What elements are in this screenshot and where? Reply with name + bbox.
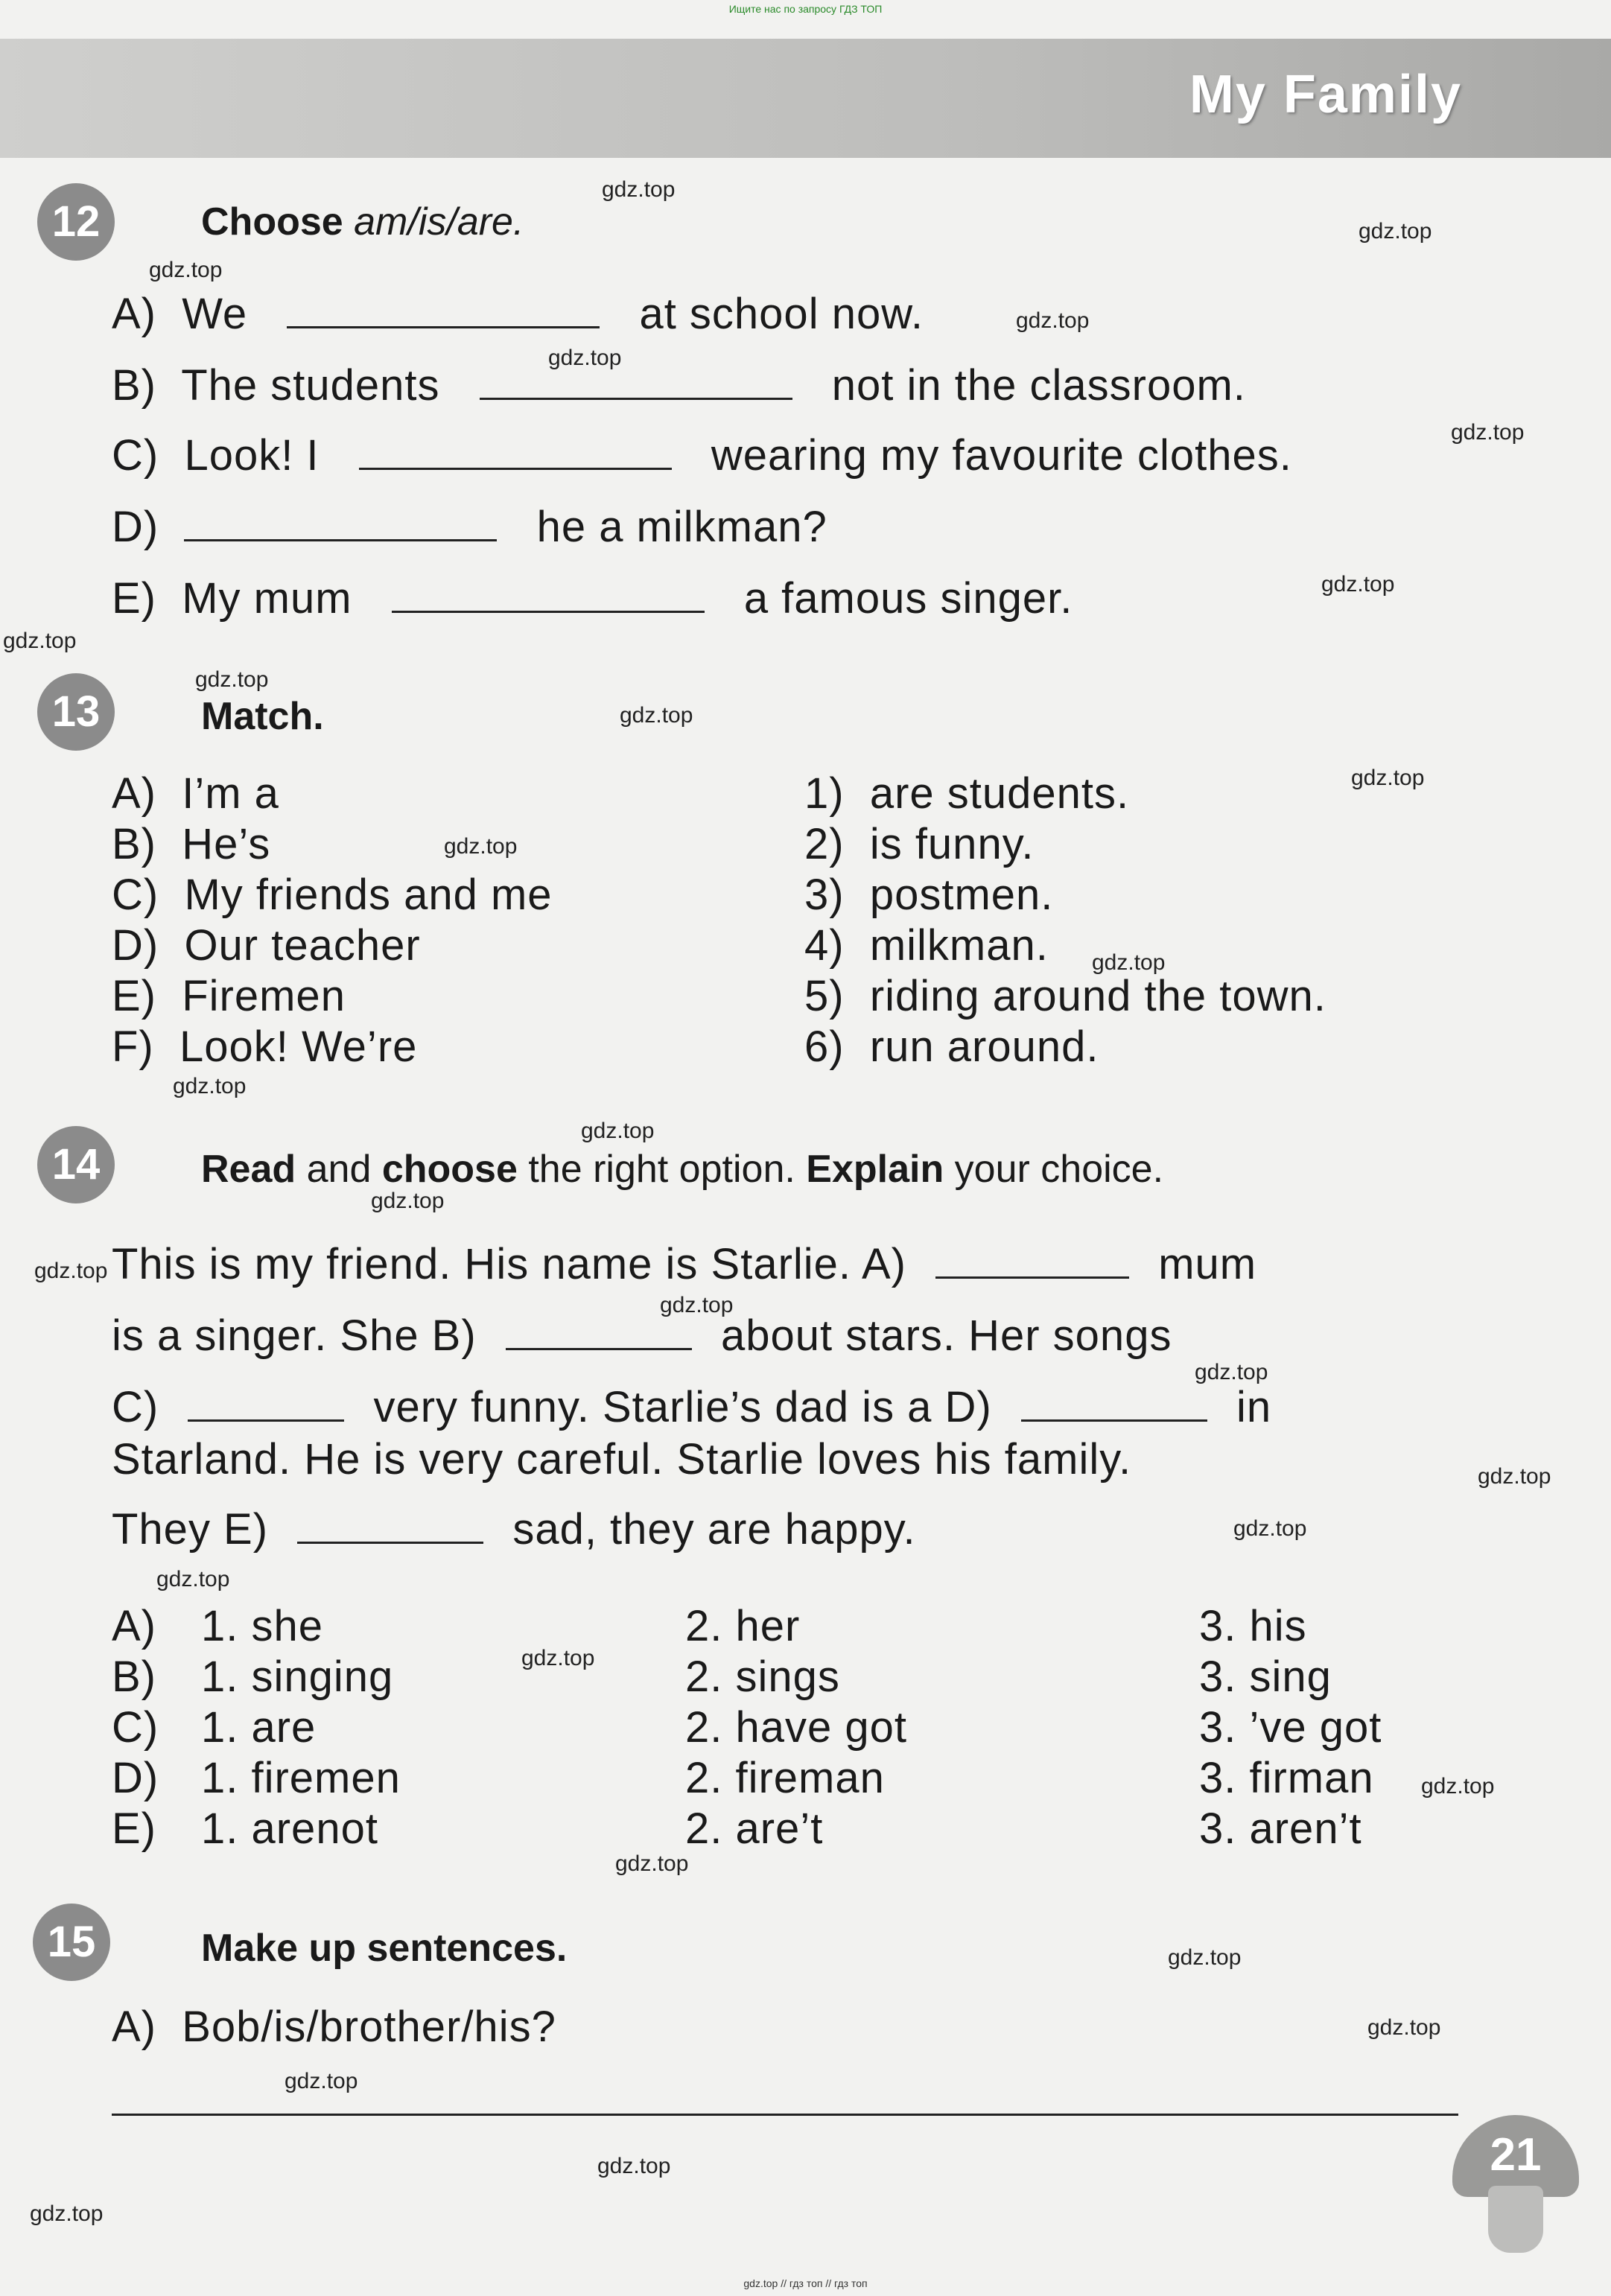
item-letter: F) [112, 1023, 154, 1071]
watermark: gdz.top [1367, 2015, 1441, 2040]
story-text: is a singer. She B) [112, 1311, 477, 1360]
answer-blank[interactable] [359, 438, 672, 470]
task-14-instruction [201, 1147, 1163, 1192]
item-text: riding around the town. [869, 972, 1326, 1020]
answer-line[interactable] [112, 2114, 1458, 2116]
item-text-after: he a milkman? [536, 503, 827, 551]
item-text: Our teacher [184, 921, 421, 970]
instruction-bold: Explain [806, 1148, 944, 1191]
item-text-before: We [182, 290, 248, 338]
watermark: gdz.top [30, 2201, 104, 2226]
watermark: gdz.top [1478, 1464, 1551, 1489]
option-row-d-letter: D) [112, 1754, 159, 1802]
option-b-2: 2. sings [685, 1653, 840, 1701]
item-text: I’m a [182, 769, 279, 818]
item-letter: A) [112, 2003, 156, 2051]
item-text-before: My mum [182, 574, 352, 623]
instruction-bold: Match. [201, 695, 324, 738]
instruction-bold: Choose [201, 200, 343, 244]
story-text: in [1236, 1383, 1272, 1431]
watermark: gdz.top [615, 1851, 689, 1876]
watermark: gdz.top [1233, 1516, 1307, 1541]
item-letter: D) [112, 503, 159, 551]
item-text-after: a famous singer. [743, 574, 1073, 623]
item-number: 2) [804, 820, 845, 868]
item-text: Bob/is/brother/his? [182, 2003, 556, 2051]
task-number-badge-14: 14 [37, 1126, 115, 1203]
watermark: gdz.top [285, 2069, 358, 2093]
answer-blank[interactable] [188, 1390, 344, 1422]
option-e-1: 1. arenot [201, 1804, 378, 1853]
item-text: My friends and me [184, 871, 553, 919]
watermark: gdz.top [1351, 766, 1425, 790]
item-number: 1) [804, 769, 845, 818]
item-text: He’s [182, 820, 271, 868]
item-number: 5) [804, 972, 845, 1020]
instruction-text: the right option. [528, 1148, 795, 1191]
option-d-3: 3. firman [1199, 1754, 1374, 1802]
watermark: gdz.top [581, 1119, 655, 1143]
match-right-4 [804, 920, 1049, 970]
option-c-3: 3. ’ve got [1199, 1703, 1382, 1752]
task-12-item-d [112, 502, 827, 552]
watermark: gdz.top [371, 1189, 445, 1213]
watermark: gdz.top [195, 667, 269, 692]
item-text: are students. [869, 769, 1130, 818]
page-number-badge [1452, 2115, 1579, 2264]
page-title: My Family [1189, 65, 1462, 124]
match-left-b [112, 819, 270, 869]
item-text-after: at school now. [639, 290, 924, 338]
task-12-item-b [112, 360, 1246, 410]
mushroom-stem-shape [1488, 2186, 1543, 2253]
task-15-item-a [112, 2002, 556, 2052]
task-15-instruction [201, 1926, 567, 1971]
option-e-3: 3. aren’t [1199, 1804, 1362, 1853]
task-12-item-a [112, 289, 924, 339]
match-left-e [112, 971, 346, 1021]
story-text: Starland. He is very careful. Starlie loves his family. [112, 1435, 1132, 1484]
item-letter: C) [112, 431, 159, 480]
item-number: 3) [804, 871, 845, 919]
item-letter: E) [112, 574, 156, 623]
match-right-2 [804, 819, 1035, 869]
item-letter: A) [112, 769, 156, 818]
bottom-note: gdz.top // гдз топ // гдз топ [743, 2277, 868, 2289]
task-12-instruction [201, 200, 524, 244]
watermark: gdz.top [620, 703, 693, 728]
watermark: gdz.top [3, 629, 77, 653]
watermark: gdz.top [1195, 1360, 1268, 1384]
item-letter: B) [112, 361, 156, 410]
item-text-before: The students [181, 361, 440, 410]
item-text-after: wearing my favourite clothes. [711, 431, 1292, 480]
option-b-3: 3. sing [1199, 1653, 1332, 1701]
item-number: 4) [804, 921, 845, 970]
item-text: postmen. [869, 871, 1054, 919]
story-text: sad, they are happy. [512, 1505, 916, 1554]
item-text: is funny. [869, 820, 1035, 868]
instruction-text: your choice. [954, 1148, 1164, 1191]
option-row-a-letter: A) [112, 1602, 156, 1650]
watermark: gdz.top [602, 177, 676, 202]
item-letter: E) [112, 972, 156, 1020]
task-12-item-c [112, 430, 1292, 480]
item-letter: C) [112, 871, 159, 919]
option-c-1: 1. are [201, 1703, 317, 1752]
story-line-5 [112, 1504, 916, 1554]
answer-blank[interactable] [480, 368, 792, 400]
instruction-bold: choose [381, 1148, 518, 1191]
match-right-6 [804, 1022, 1099, 1072]
watermark: gdz.top [1421, 1774, 1495, 1799]
match-right-5 [804, 971, 1326, 1021]
item-letter: B) [112, 820, 156, 868]
watermark: gdz.top [548, 346, 622, 370]
instruction-text: and [306, 1148, 372, 1191]
watermark: gdz.top [1451, 420, 1525, 445]
watermark: gdz.top [1321, 572, 1395, 597]
match-left-c [112, 870, 553, 920]
watermark: gdz.top [444, 834, 518, 859]
item-number: 6) [804, 1023, 845, 1071]
match-left-d [112, 920, 421, 970]
task-12-item-e [112, 573, 1073, 623]
task-number-badge-15: 15 [33, 1904, 110, 1981]
instruction-italic: am/is/are. [354, 200, 524, 244]
option-row-b-letter: B) [112, 1653, 156, 1701]
story-line-2 [112, 1311, 1172, 1361]
match-left-f [112, 1022, 417, 1072]
story-line-1 [112, 1239, 1256, 1289]
option-e-2: 2. are’t [685, 1804, 824, 1853]
item-text: Firemen [182, 972, 346, 1020]
option-c-2: 2. have got [685, 1703, 907, 1752]
story-text: This is my friend. His name is Starlie. A) [112, 1240, 906, 1288]
story-text: They E) [112, 1505, 269, 1554]
option-a-1: 1. she [201, 1602, 323, 1650]
watermark: gdz.top [1168, 1945, 1242, 1970]
watermark: gdz.top [173, 1074, 247, 1098]
item-letter: A) [112, 290, 156, 338]
task-number-badge-13: 13 [37, 673, 115, 751]
answer-blank[interactable] [1021, 1390, 1207, 1422]
story-line-3 [112, 1382, 1271, 1432]
story-text: mum [1158, 1240, 1257, 1288]
watermark: gdz.top [34, 1259, 108, 1283]
instruction-bold: Make up sentences. [201, 1927, 568, 1970]
story-text: very funny. Starlie’s dad is a D) [373, 1383, 992, 1431]
answer-blank[interactable] [297, 1512, 483, 1544]
option-a-2: 2. her [685, 1602, 801, 1650]
match-right-1 [804, 769, 1129, 818]
item-text: run around. [869, 1023, 1099, 1071]
answer-blank[interactable] [184, 509, 497, 541]
option-d-1: 1. firemen [201, 1754, 401, 1802]
story-line-4 [112, 1434, 1131, 1484]
page-number: 21 [1490, 2129, 1542, 2181]
item-text-before: Look! I [184, 431, 320, 480]
watermark: gdz.top [597, 2154, 671, 2178]
answer-blank[interactable] [287, 296, 600, 328]
task-number-badge-12: 12 [37, 183, 115, 261]
watermark: gdz.top [149, 258, 223, 282]
item-letter: D) [112, 921, 159, 970]
watermark: gdz.top [1092, 950, 1166, 975]
match-right-3 [804, 870, 1053, 920]
item-text: milkman. [869, 921, 1049, 970]
answer-blank[interactable] [935, 1247, 1129, 1279]
watermark: gdz.top [1016, 308, 1090, 333]
answer-blank[interactable] [392, 581, 705, 613]
story-text: C) [112, 1383, 159, 1431]
watermark: gdz.top [156, 1567, 230, 1591]
option-d-2: 2. fireman [685, 1754, 885, 1802]
item-text-after: not in the classroom. [831, 361, 1246, 410]
answer-blank[interactable] [506, 1318, 692, 1350]
task-13-instruction [201, 694, 324, 739]
option-row-c-letter: C) [112, 1703, 159, 1752]
instruction-bold: Read [201, 1148, 296, 1191]
option-a-3: 3. his [1199, 1602, 1307, 1650]
top-note: Ищите нас по запросу ГДЗ ТОП [728, 3, 883, 15]
watermark: gdz.top [1359, 219, 1432, 244]
option-row-e-letter: E) [112, 1804, 156, 1853]
watermark: gdz.top [521, 1646, 595, 1670]
item-text: Look! We’re [179, 1023, 418, 1071]
option-b-1: 1. singing [201, 1653, 394, 1701]
watermark: gdz.top [660, 1293, 734, 1317]
story-text: about stars. Her songs [720, 1311, 1172, 1360]
match-left-a [112, 769, 279, 818]
